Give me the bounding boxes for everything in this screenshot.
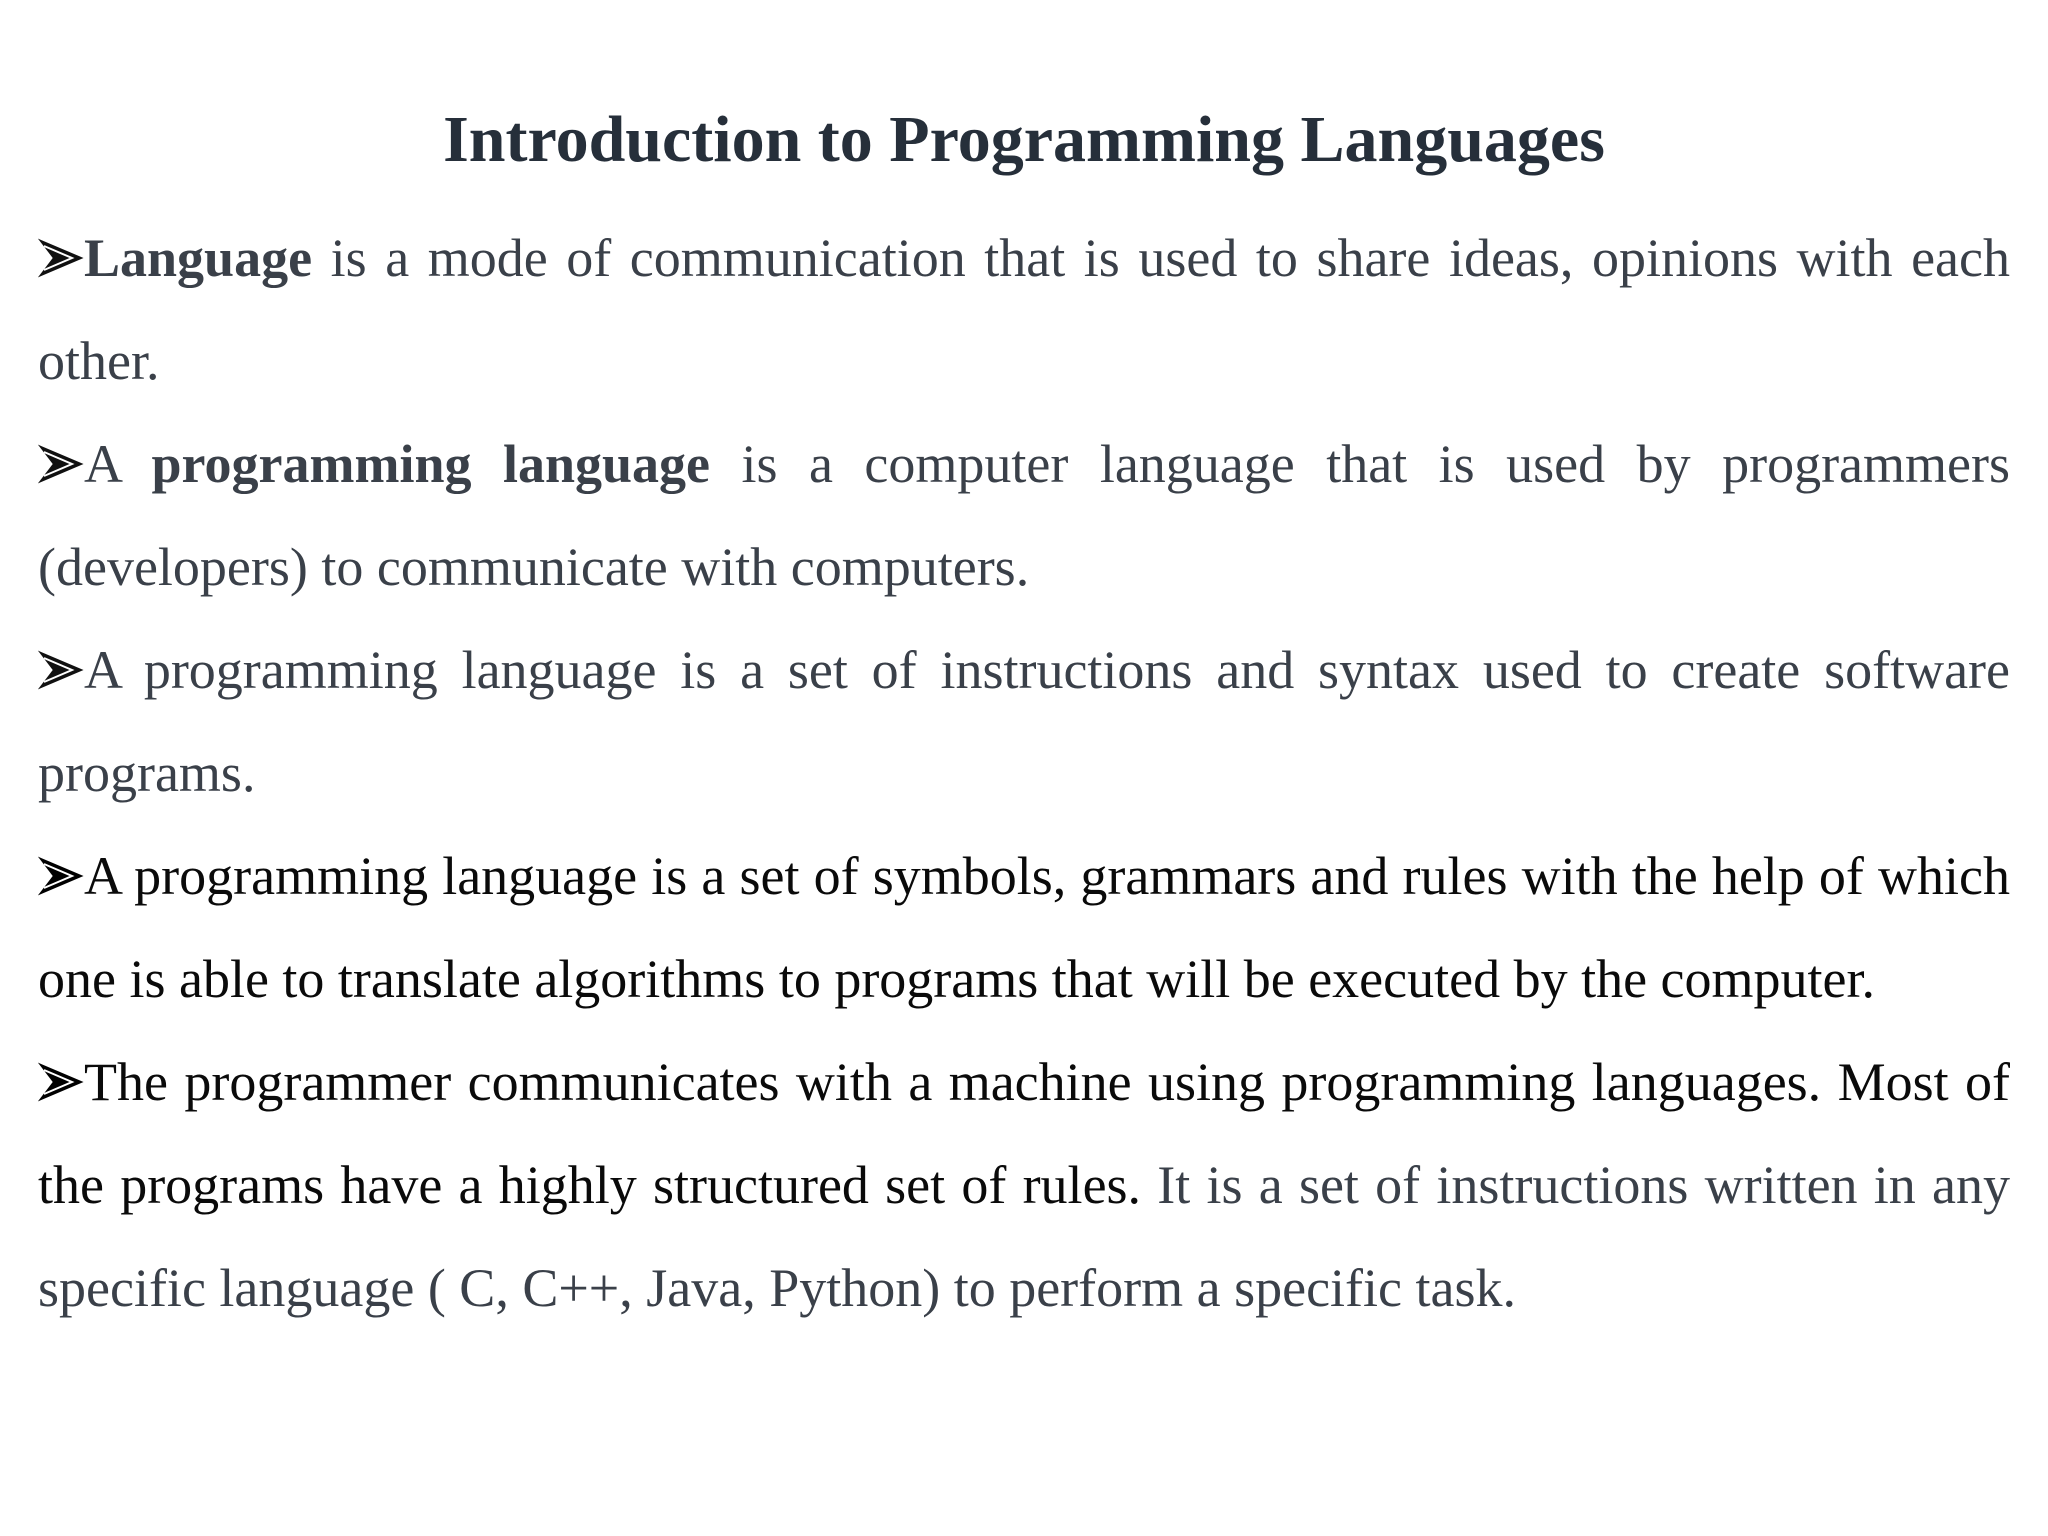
bullet-item-language bbox=[38, 207, 2010, 413]
bullet-text: is a mode of communication that is used to share ideas, opinions with each other. bbox=[38, 228, 2010, 391]
bullet-list bbox=[38, 207, 2010, 1340]
bullet-text: A programming language is a set of symbols, grammars and rules with the help of which one is able to translate algorithms to programs that will be executed by the computer. bbox=[38, 846, 2010, 1009]
bullet-item-programmer bbox=[38, 1031, 2010, 1340]
bullet-item-instructions bbox=[38, 619, 2010, 825]
arrowhead-bullet-icon bbox=[38, 1062, 84, 1102]
arrowhead-bullet-icon bbox=[38, 856, 84, 896]
bullet-item-programming-language bbox=[38, 413, 2010, 619]
bullet-text: The programmer communicates with a machine using programming languages. Most of the programs have a highly structured set of rules. bbox=[38, 1052, 2010, 1215]
bullet-item-symbols bbox=[38, 825, 2010, 1031]
bullet-text-tail: It is a set of instructions written in any specific language ( C, C++, Java, Python) to perform a specific task. bbox=[38, 1155, 2010, 1318]
bullet-text: is a computer language that is used by programmers (developers) to communicate with computers. bbox=[38, 434, 2010, 597]
arrowhead-bullet-icon bbox=[38, 444, 84, 484]
arrowhead-bullet-icon bbox=[38, 650, 84, 690]
bullet-prefix: A bbox=[84, 434, 152, 494]
bullet-bold-term: programming language bbox=[151, 434, 711, 494]
arrowhead-bullet-icon bbox=[38, 238, 84, 278]
bullet-text: A programming language is a set of instructions and syntax used to create software programs. bbox=[38, 640, 2010, 803]
bullet-bold-term: Language bbox=[84, 228, 313, 288]
slide-title: Introduction to Programming Languages bbox=[443, 103, 1605, 176]
